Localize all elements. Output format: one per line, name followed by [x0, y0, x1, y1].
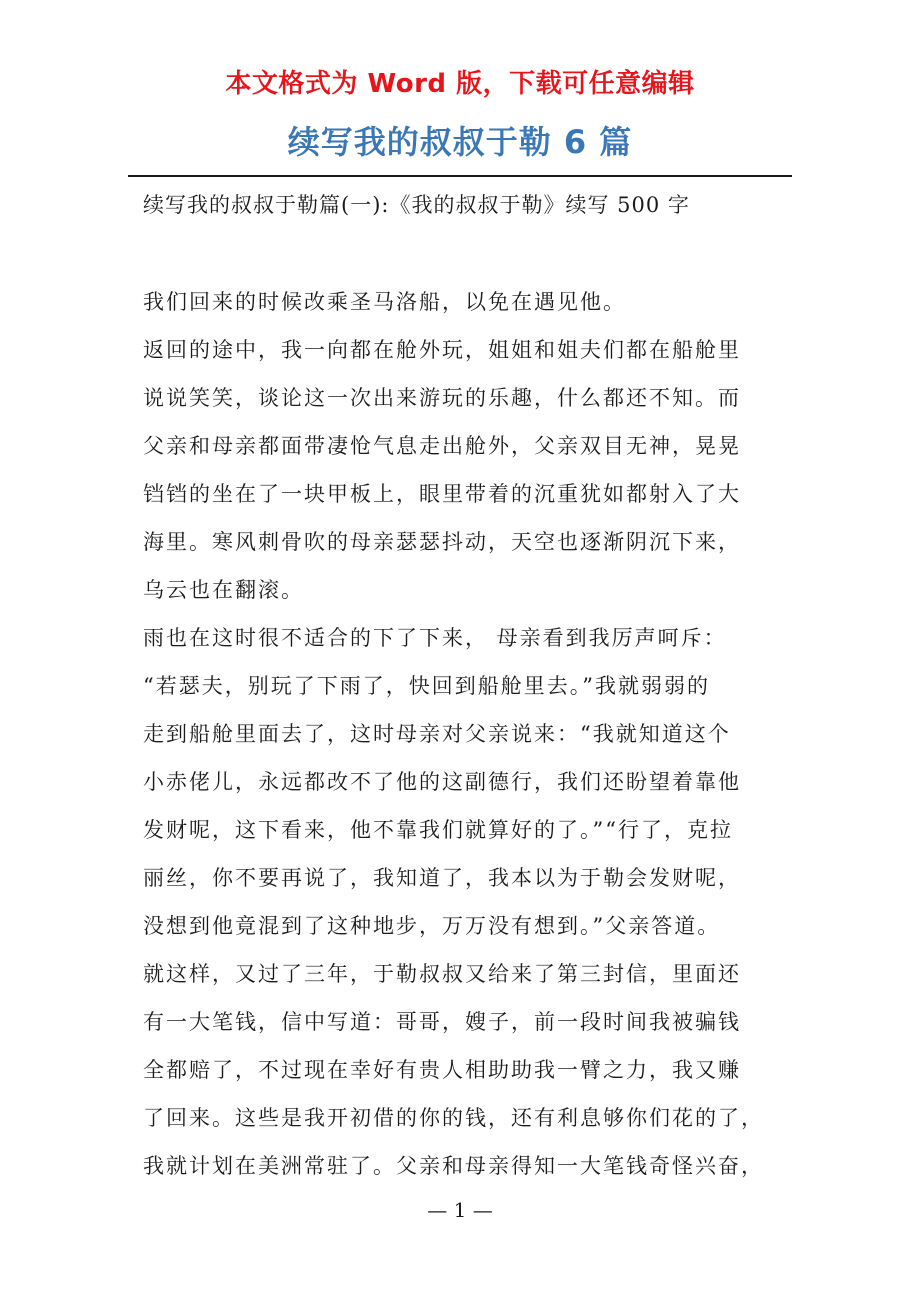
body-line: “若瑟夫，别玩了下雨了，快回到船舱里去。”我就弱弱的 [143, 674, 710, 698]
body-line: 乌云也在翻滚。 [143, 578, 304, 602]
body-line: 返回的途中，我一向都在舱外玩，姐姐和姐夫们都在船舱里 [143, 338, 741, 362]
section-subtitle: 续写我的叔叔于勒篇(一):《我的叔叔于勒》续写 500 字 [143, 193, 690, 217]
body-line: 雨也在这时很不适合的下了下来， 母亲看到我厉声呵斥： [143, 626, 727, 650]
body-line: 有一大笔钱，信中写道：哥哥，嫂子，前一段时间我被骗钱 [143, 1010, 741, 1034]
body-line: 铛铛的坐在了一块甲板上，眼里带着的沉重犹如都射入了大 [143, 482, 741, 506]
body-line: 就这样，又过了三年，于勒叔叔又给来了第三封信，里面还 [143, 962, 741, 986]
body-line: 发财呢，这下看来，他不靠我们就算好的了。”“行了，克拉 [143, 818, 733, 842]
body-line: 全都赔了，不过现在幸好有贵人相助助我一臂之力，我又赚 [143, 1058, 741, 1082]
title-divider [128, 175, 792, 177]
body-line: 没想到他竟混到了这种地步，万万没有想到。”父亲答道。 [143, 914, 721, 938]
body-line: 走到船舱里面去了，这时母亲对父亲说来：“我就知道这个 [143, 722, 731, 746]
body-line: 小赤佬儿，永远都改不了他的这副德行，我们还盼望着靠他 [143, 770, 741, 794]
body-line: 说说笑笑，谈论这一次出来游玩的乐趣，什么都还不知。而 [143, 386, 741, 410]
body-line: 父亲和母亲都面带凄怆气息走出舱外，父亲双目无神，晃晃 [143, 434, 741, 458]
page-number: — 1 — [427, 1198, 493, 1222]
body-text [143, 282, 783, 1194]
body-line: 海里。寒风刺骨吹的母亲瑟瑟抖动，天空也逐渐阴沉下来， [143, 530, 741, 554]
body-line: 我们回来的时候改乘圣马洛船，以免在遇见他。 [143, 290, 626, 314]
format-notice: 本文格式为 Word 版，下载可任意编辑 [225, 69, 695, 99]
page-title: 续写我的叔叔于勒 6 篇 [287, 123, 633, 161]
body-line: 丽丝，你不要再说了，我知道了，我本以为于勒会发财呢， [143, 866, 741, 890]
body-line: 了回来。这些是我开初借的你的钱，还有利息够你们花的了， [143, 1106, 764, 1130]
body-line: 我就计划在美洲常驻了。父亲和母亲得知一大笔钱奇怪兴奋， [143, 1154, 764, 1178]
